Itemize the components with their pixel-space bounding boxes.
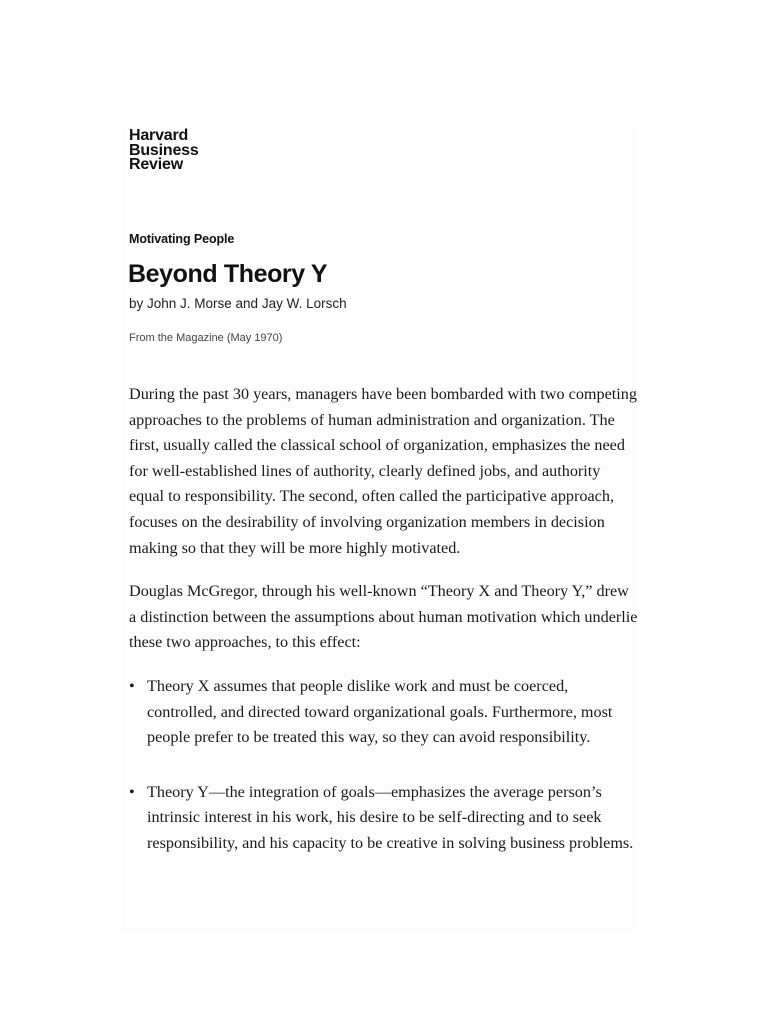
logo-line: Review	[129, 156, 183, 173]
article-title: Beyond Theory Y	[128, 260, 328, 288]
logo-line: Harvard	[129, 127, 189, 144]
logo-line: Business	[129, 141, 199, 159]
list-item-text: Theory Y—the integration of goals—emphasizes the average person’s intrinsic interest in his work, his desire to be self-directing and to seek responsibility, and his capacity to be creative in solving business problems.	[147, 782, 634, 852]
paragraph: During the past 30 years, managers have been bombarded with two competing approaches to the problems of human administration and organization. The first, usually called the classical school of organization, emphasizes the need for well-established lines of authority, clearly defined jobs, and authority equal to responsibility. The second, often called the participative approach, focuses on the desirability of involving organization members in decision making so that they will be more highly motivated.	[129, 385, 637, 557]
hbr-logo[interactable]	[129, 129, 199, 173]
bullet-icon: •	[129, 676, 135, 695]
publication-source: From the Magazine (May 1970)	[129, 332, 283, 344]
list-item	[129, 780, 639, 857]
list-item-text: Theory X assumes that people dislike work and must be coerced, controlled, and directed toward organizational goals. Furthermore, most people prefer to be treated this way, so they can avoid responsibility.	[147, 676, 613, 747]
topic-link[interactable]: Motivating People	[129, 232, 235, 246]
bullet-icon: •	[129, 782, 135, 801]
article-body	[129, 382, 639, 886]
list-item	[129, 674, 639, 751]
author-byline: by John J. Morse and Jay W. Lorsch	[129, 296, 347, 311]
theory-list	[129, 674, 639, 857]
paragraph: Douglas McGregor, through his well-known “Theory X and Theory Y,” drew a distinction between the assumptions about human motivation which underlie these two approaches, to this effect:	[129, 582, 638, 652]
